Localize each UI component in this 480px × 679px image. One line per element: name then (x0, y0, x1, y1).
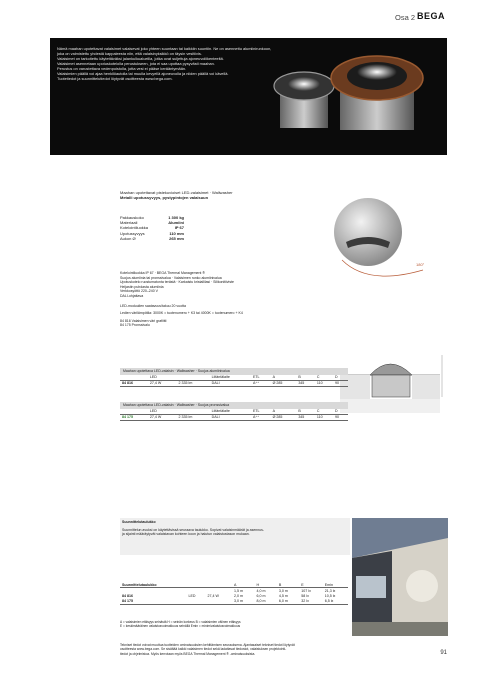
beam-angle-label: 180° (416, 262, 425, 267)
hero-line: Tuotetiedot ja suunnittelutiedot löytyvät osoitteesta www.bega.com. (57, 76, 173, 81)
cell: 4,5 m (278, 593, 288, 598)
title-line: Maahan upotettavat pistekuvioiset LED-valaisimet · Wallwasher (120, 190, 233, 195)
col-header: LED (149, 375, 157, 380)
hero-line: Perustus on varustettava vedenpoistolla, jotta vesi ei pääse kerääntymään. (57, 66, 187, 71)
brand-logo: BEGA (416, 11, 445, 21)
col-header: LED (149, 409, 157, 414)
spec-key: Aukon Ø (120, 235, 136, 241)
col-header: H (256, 582, 260, 587)
cell: 2,0 m (234, 593, 244, 598)
hero-banner (50, 38, 447, 155)
desc-line: Kotelointiluokka IP 67 · BEGA Thermal Management ® (120, 271, 205, 275)
article-number: 84 816 (122, 381, 133, 386)
cell: 6,0 m (278, 599, 288, 604)
hero-line: Nämä maahan upotettavat valaisimet valaisevat joko yhteen suuntaan tai kaikkiin suuntiin. Ne on asennettu alumiinirunkoon, (57, 46, 272, 51)
cell: 90 (335, 415, 340, 420)
spec-table (120, 409, 348, 421)
cell: DALI (211, 415, 220, 420)
col-header: A (272, 375, 276, 380)
planning-legend (120, 620, 350, 629)
table-row (120, 380, 348, 386)
cell: 90 (335, 381, 340, 386)
footer-note (120, 643, 450, 656)
spec-key: Pakkauskoko (120, 215, 144, 220)
cell: A⁺⁺ (252, 381, 260, 386)
hero-line: Valaisimet asennetaan upotuskotelolla perustukseen, jota ei saa upottaa pysyvästi maahan. (57, 61, 215, 66)
col-header: E (301, 582, 304, 587)
col-header: ETL (252, 375, 260, 380)
col-header: C (316, 375, 320, 380)
product-table-2 (120, 402, 348, 421)
desc-line: Heijastin puhdasta alumiinia (120, 284, 164, 289)
cell: 345 (298, 381, 305, 386)
footer-line: tiedot ja ohjelmistoa. Myös kerrotaan myös BEGA Thermal Management ® -ominaisuuksista. (120, 651, 256, 656)
accessory-line: 84 816 Valaisimen väri grafiitti (120, 318, 167, 323)
footer-line: Tekniset tiedot voivat muuttua tuotteiden ominaisuuksien kehittämisen seurauksena. Ajantasaiset tekniset tiedot löytyvät (120, 643, 295, 647)
spec-key: Upotussyvyys (120, 230, 145, 236)
led-note: LED-moduulien saatavuus/takuu 20 vuotta (120, 303, 186, 308)
cell: 21,3 lx (324, 588, 336, 593)
table-row (120, 414, 348, 420)
product-photo (270, 38, 447, 155)
hero-line: joka on valmistettu yhdestä kappaleesta niin, että valaisinyksikkö on täysin vesitiivis. (57, 51, 202, 56)
table-title: Maahan upotettava LED-valaisin · Wallwasher · Suojus alumiinivalua (120, 368, 348, 375)
table-title: Maahan upotettava LED-valaisin · Wallwasher · Suojus pronssivalua (120, 402, 348, 409)
cell: 32 lx (301, 599, 309, 604)
desc-line: Suojus alumiinia tai pronssivalua · Valaisimen runko alumiinivalua (120, 275, 222, 280)
col-header: A (234, 582, 237, 587)
spec-table (120, 375, 348, 387)
spec-value: 265 mm (169, 235, 184, 241)
subtitle-line: Metalli upotussyvyys, pystypintojen valaisuun (120, 195, 209, 201)
cell: 3,0 m (234, 599, 244, 604)
planning-line: ja sijainti määräytyvät valaistavan kohteen koon ja halutun valaistustason mukaan. (122, 532, 250, 537)
spec-key: Kotelointiluokka (120, 225, 149, 231)
cell: 6,5 lx (324, 599, 334, 604)
spec-key: Materiaali (120, 220, 138, 226)
spec-list (120, 215, 184, 241)
article-number: 84 816 (122, 593, 133, 598)
cell: 58 lx (301, 593, 309, 598)
col-header: C (316, 409, 320, 414)
cell: 110 (316, 381, 323, 386)
cell: 27,4 W (207, 593, 219, 598)
col-header: Liitäntälaite (211, 375, 230, 380)
spec-value: 110 mm (169, 230, 184, 236)
cell: 2 335 lm (178, 381, 193, 386)
planning-heading: Suunnittelutaulukko (122, 520, 156, 524)
desc-line: Verkkosyöttö 220–240 V (120, 289, 158, 294)
product-description (120, 271, 325, 328)
color-temp-note: Ledien värilämpötila: 3000K = tuotenumero + K3 tai 4000K = tuotenumero + K4 (120, 311, 243, 316)
cell: 110 (316, 415, 323, 420)
cell: 8,0 m (256, 599, 266, 604)
cell: 345 (298, 415, 305, 420)
product-title (120, 190, 320, 200)
desc-line: DALI-ohjattava (120, 293, 144, 298)
planning-row (120, 599, 348, 605)
cell: Ø 285 (272, 381, 283, 386)
col-header: D (335, 409, 338, 414)
section-label: Osa 2 (394, 13, 415, 22)
cell: 1,5 m (234, 588, 244, 593)
cell: 10,5 lx (324, 593, 336, 598)
installation-drawing (340, 345, 448, 420)
cell: Ø 285 (272, 415, 283, 420)
col-header: Liitäntälaite (211, 409, 230, 414)
spec-value: 1 300 kg (168, 215, 184, 220)
building-photo (352, 518, 448, 636)
planning-text (122, 520, 347, 537)
footer-line: osoitteesta www.bega.com. Se sisältää kaikki valaisimen tiedot sekä ladattavat tiedostot, valaistuksen projektointi- (120, 647, 287, 652)
desc-line: Upotuskotelo ruostumatonta terästä · Karkaistu kristallilasi · Silikonitiiviste (120, 280, 234, 285)
cell: 27,4 W (149, 415, 162, 420)
cell: 27,4 W (149, 381, 162, 386)
spec-row (120, 236, 184, 241)
hero-text (57, 46, 272, 81)
col-header: Emin (324, 582, 333, 587)
legend-line: E = keskimääräinen valaistusvoimakkuus seinällä Emin = minimivalaistusvoimakkuus (120, 624, 241, 629)
planning-line: Suunnittelun avuksi on käytettävissä seuraava taulukko. Sopivat valaisinmäärät ja asennus- (122, 527, 265, 532)
legend-line: A = valaisimien etäisyys seinästä H = seinän korkeus B = valaisimien välinen etäisyys (120, 620, 241, 624)
product-table-1 (120, 368, 348, 387)
col-header: D (335, 375, 338, 380)
page-number: 91 (440, 650, 447, 656)
cell: DALI (211, 381, 220, 386)
cell: A⁺⁺ (252, 415, 260, 420)
col-header: B (298, 375, 301, 380)
col-header: ETL (252, 409, 260, 414)
col-header: A (272, 409, 276, 414)
col-header: B (298, 409, 301, 414)
cell: 107 lx (301, 588, 311, 593)
cell: LED (188, 593, 196, 598)
cell: 6,0 m (256, 593, 266, 598)
cell: 4,0 m (256, 588, 266, 593)
accessory-line: 84 175 Pronssivalu (120, 323, 150, 328)
spec-value: IP 67 (174, 225, 184, 231)
planning-table (120, 582, 348, 605)
col-header: B (278, 582, 282, 587)
product-top-view (328, 190, 448, 285)
spec-value: Alumiini (168, 220, 184, 226)
article-number: 84 175 (122, 599, 133, 604)
article-number: 84 175 (122, 415, 133, 420)
hero-line: Valaisimet on tarkoitettu käytettäväksi jalankulkualueilla, jotka ovat suljettuja ajoneuvoliikenteeltä. (57, 56, 224, 61)
planning-table-title: Suunnittelutaulukko (122, 582, 157, 587)
cell: 3,0 m (278, 588, 288, 593)
hero-line: Valaisimien päällä voi ajaa henkilöautolla tai muulla kevyellä ajoneuvolla ja niiden päällä voi kävellä. (57, 71, 229, 76)
cell: 2 335 lm (178, 415, 193, 420)
